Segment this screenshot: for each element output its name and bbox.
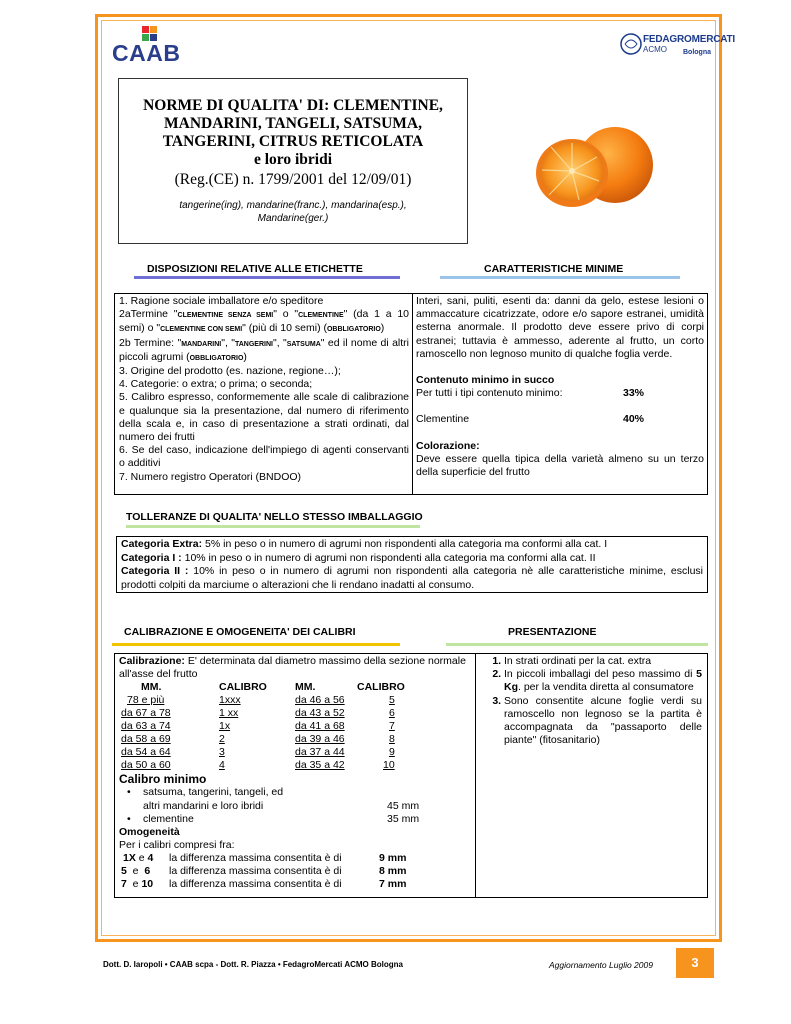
presentation-list bbox=[482, 655, 702, 747]
row-5-calibro-1: 3 bbox=[219, 746, 225, 759]
homogeneity-row-1-sep: e bbox=[135, 852, 148, 865]
presentation-item-3: Sono consentite alcune foglie verdi su ramoscello non legnoso se la partita è accompagnata da "passaporto delle piante" (fitosanitario) bbox=[504, 694, 702, 747]
label-item-5: 5. Calibro espresso, conformemente alle scale di calibrazione e qualunque sia la presentazione, dal numero di riferimento della scala e, in caso di presentazione a strati ordinati, dal numero dei frutti bbox=[119, 391, 409, 444]
calibration-heading: CALIBRAZIONE E OMOGENEITA' DEI CALIBRI bbox=[124, 626, 356, 638]
calibration-presentation-table bbox=[114, 653, 708, 898]
label-item-2a-text: ) bbox=[380, 322, 385, 335]
caab-logo-text: CAAB bbox=[112, 40, 181, 66]
tolerance-extra-label: Categoria Extra: bbox=[121, 538, 203, 550]
homogeneity-row-3-sep: e bbox=[126, 878, 142, 891]
tolerance-cat-1-text: 10% in peso o in numero di agrumi non rispondenti alla categoria ma conformi alla cat. II bbox=[181, 551, 596, 564]
calibration-label: Calibrazione: bbox=[119, 655, 185, 667]
calibration-heading-bar bbox=[112, 643, 400, 646]
orange-image bbox=[527, 115, 657, 215]
row-3-mm-2: da 41 a 68 bbox=[295, 720, 345, 733]
tolerance-box bbox=[116, 536, 708, 593]
row-4-calibro-2: 8 bbox=[389, 733, 395, 746]
title-names-line-2: Mandarine(ger.) bbox=[257, 213, 329, 224]
label-item-2a-text: " o " bbox=[273, 308, 299, 321]
tolerance-cat-1-label: Categoria I : bbox=[121, 551, 182, 564]
label-item-2a-text: " (da 1 a 10 semi) o " bbox=[119, 308, 409, 335]
title-line-3: TANGERINI, CITRUS RETICOLATA bbox=[162, 133, 424, 150]
juice-all-row bbox=[416, 387, 704, 400]
minimum-heading: CARATTERISTICHE MINIME bbox=[484, 263, 624, 275]
minimum-cell bbox=[413, 294, 708, 494]
homogeneity-row-3-value: 7 mm bbox=[379, 878, 407, 891]
homogeneity-row-2-sep: e bbox=[126, 865, 145, 878]
juice-clementine-label: Clementine bbox=[416, 413, 470, 426]
title-line-4: e loro ibridi bbox=[253, 151, 333, 168]
label-item-3: 3. Origine del prodotto (es. nazione, regione…); bbox=[119, 365, 341, 378]
labels-heading: DISPOSIZIONI RELATIVE ALLE ETICHETTE bbox=[147, 263, 363, 275]
bullet-icon: • bbox=[127, 812, 131, 825]
homogeneity-row-1-value: 9 mm bbox=[379, 852, 407, 865]
row-6-calibro-2: 10 bbox=[383, 759, 395, 772]
presentation-item-2-weight: 5 Kg bbox=[504, 668, 702, 694]
label-item-2b-term-2: TANGERINI bbox=[234, 340, 273, 348]
list-item bbox=[504, 655, 702, 668]
label-item-2b-text: ", " bbox=[272, 336, 287, 349]
label-item-4: 4. Categorie: o extra; o prima; o seconda; bbox=[119, 378, 313, 391]
homogeneity-row-2 bbox=[119, 865, 471, 878]
homogeneity-heading: Omogeneità bbox=[119, 826, 180, 839]
juice-all-label: Per tutti i tipi contenuto minimo: bbox=[416, 387, 563, 400]
header-calibro-1: CALIBRO bbox=[219, 681, 267, 694]
title-box bbox=[118, 78, 468, 244]
labels-heading-bar bbox=[134, 276, 400, 279]
label-item-2b-text: ", " bbox=[221, 336, 235, 349]
label-item-6: 6. Se del caso, indicazione dell'impiego di agenti conservanti o additivi bbox=[119, 444, 409, 470]
row-2-mm-2: da 43 a 52 bbox=[295, 707, 345, 720]
label-item-2a bbox=[119, 308, 409, 336]
tolerance-cat-1 bbox=[121, 552, 703, 566]
min-caliber-item-1-line-2: altri mandarini e loro ibridi bbox=[143, 799, 264, 812]
homogeneity-row-2-a: 5 bbox=[121, 865, 127, 878]
table-row bbox=[121, 694, 407, 707]
tolerance-cat-2-text: 10% in peso o in numero di agrumi non rispondenti alla categoria nè alle caratteristiche minime, esclusi prodotti colpiti da marciume o alterazioni che li rendano inadatti al consumo. bbox=[121, 565, 703, 591]
tolerance-heading: TOLLERANZE DI QUALITA' NELLO STESSO IMBALLAGGIO bbox=[126, 511, 423, 523]
label-item-2b-text: ) bbox=[243, 350, 247, 363]
label-item-7: 7. Numero registro Operatori (BNDOO) bbox=[119, 470, 302, 483]
homogeneity-row-2-value: 8 mm bbox=[379, 865, 407, 878]
homogeneity-row-1-text: la differenza massima consentita è di bbox=[169, 852, 342, 865]
presentation-cell bbox=[476, 654, 708, 897]
table-row bbox=[121, 720, 407, 733]
min-caliber-item-2-label: clementine bbox=[143, 812, 194, 825]
header-mm-1: MM. bbox=[141, 681, 162, 694]
presentation-heading-bar bbox=[446, 643, 708, 646]
homogeneity-row-3-text: la differenza massima consentita è di bbox=[169, 878, 342, 891]
homogeneity-row-3-b: 10 bbox=[141, 878, 154, 891]
table-row bbox=[121, 733, 407, 746]
row-5-mm-1: da 54 a 64 bbox=[121, 746, 171, 759]
fedagromercati-city: Bologna bbox=[683, 49, 711, 56]
label-item-2a-term-1: CLEMENTINE SENZA SEMI bbox=[177, 312, 274, 320]
footer-authors: Dott. D. Iaropoli • CAAB scpa - Dott. R. Piazza • FedagroMercati ACMO Bologna bbox=[103, 960, 403, 969]
homogeneity-row-3-a: 7 bbox=[121, 878, 127, 891]
min-caliber-item-1-row bbox=[143, 800, 471, 813]
tolerance-extra bbox=[121, 538, 703, 552]
row-1-mm-2: da 46 a 56 bbox=[295, 694, 345, 707]
table-row bbox=[121, 707, 407, 720]
row-5-mm-2: da 37 a 44 bbox=[295, 746, 345, 759]
table-row bbox=[121, 746, 407, 759]
row-2-mm-1: da 67 a 78 bbox=[121, 707, 171, 720]
row-2-calibro-1: 1 xx bbox=[219, 707, 239, 720]
row-4-calibro-1: 2 bbox=[219, 733, 225, 746]
row-3-calibro-1: 1x bbox=[219, 720, 231, 733]
label-item-2b-term-3: SATSUMA bbox=[286, 340, 321, 348]
row-2-calibro-2: 6 bbox=[389, 707, 395, 720]
title-line-1: NORME DI QUALITA' DI: CLEMENTINE, bbox=[143, 97, 443, 114]
table-row bbox=[121, 759, 407, 772]
juice-heading: Contenuto minimo in succo bbox=[416, 374, 555, 387]
list-item bbox=[504, 695, 702, 748]
presentation-item-2-post: . per la vendita diretta al consumatore bbox=[518, 681, 694, 694]
labels-minimum-table bbox=[114, 293, 708, 495]
label-item-2b-mandatory: OBBLIGATORIO bbox=[189, 354, 244, 362]
list-item bbox=[504, 668, 702, 694]
homogeneity-row-1 bbox=[119, 852, 471, 865]
calibration-text: E' determinata dal diametro massimo della sezione normale all'asse del frutto bbox=[119, 655, 466, 681]
minimum-intro: Interi, sani, puliti, esenti da: danni da gelo, estese lesioni o ammaccature cicatrizzate, odore e/o sapore estranei, umidità esterna anormale. Il prodotto deve essere privo di corpi estranei; tuttavia è ammesso, aderente al frutto, un corto ramoscello non legnoso munito di qualche foglia verde. bbox=[416, 295, 704, 360]
presentation-item-1: In strati ordinati per la cat. extra bbox=[504, 655, 652, 667]
presentation-item-2 bbox=[504, 668, 702, 693]
tolerance-cat-2-label: Categoria II : bbox=[121, 565, 189, 577]
label-item-2b-text: " ed il nome di altri piccoli agrumi ( bbox=[119, 336, 409, 363]
labels-cell bbox=[115, 294, 412, 494]
row-5-calibro-2: 9 bbox=[389, 746, 395, 759]
juice-clementine-row bbox=[416, 413, 704, 426]
fedagromercati-sub: ACMO bbox=[643, 45, 667, 54]
label-item-1: 1. Ragione sociale imballatore e/o speditore bbox=[119, 295, 324, 307]
label-item-2a-term-3: CLEMENTINE CON SEMI bbox=[160, 326, 243, 334]
row-3-mm-1: da 63 a 74 bbox=[121, 720, 171, 733]
homogeneity-intro: Per i calibri compresi fra: bbox=[119, 839, 235, 852]
tolerance-extra-text: 5% in peso o in numero di agrumi non rispondenti alla categoria ma conformi alla cat. I bbox=[202, 538, 608, 550]
presentation-heading: PRESENTAZIONE bbox=[508, 626, 597, 638]
min-caliber-item-1-line-1: satsuma, tangerini, tangeli, ed bbox=[143, 786, 284, 799]
homogeneity-row-2-text: la differenza massima consentita è di bbox=[169, 865, 342, 878]
row-3-calibro-2: 7 bbox=[389, 720, 395, 733]
row-1-calibro-1: 1xxx bbox=[219, 694, 241, 707]
min-caliber-item-1 bbox=[119, 786, 471, 812]
title-regulation: (Reg.(CE) n. 1799/2001 del 12/09/01) bbox=[174, 171, 412, 188]
homogeneity-row-1-a: 1X bbox=[123, 852, 136, 865]
fedagromercati-name: FEDAGROMERCATI bbox=[643, 34, 736, 45]
presentation-item-2-pre: In piccoli imballagi del peso massimo di bbox=[504, 668, 697, 681]
color-text: Deve essere quella tipica della varietà almeno su un terzo della superficie del frutto bbox=[416, 452, 704, 479]
footer-update: Aggiornamento Luglio 2009 bbox=[549, 960, 653, 970]
calibration-cell bbox=[115, 654, 475, 897]
tolerance-cat-2 bbox=[121, 565, 703, 592]
min-caliber-item-2 bbox=[119, 813, 471, 826]
row-1-calibro-2: 5 bbox=[389, 694, 395, 707]
bullet-icon: • bbox=[127, 786, 131, 799]
calibration-definition bbox=[119, 655, 471, 681]
title-names bbox=[119, 199, 467, 225]
calibration-scale bbox=[121, 681, 407, 772]
label-item-2b-term-1: MANDARINI bbox=[181, 340, 222, 348]
row-6-mm-1: da 50 a 60 bbox=[121, 759, 171, 772]
min-caliber-heading: Calibro minimo bbox=[119, 772, 207, 787]
row-4-mm-2: da 39 a 46 bbox=[295, 733, 345, 746]
row-6-calibro-1: 4 bbox=[219, 759, 225, 772]
header-mm-2: MM. bbox=[295, 681, 316, 694]
row-6-mm-2: da 35 a 42 bbox=[295, 759, 345, 772]
homogeneity-row-1-b: 4 bbox=[147, 852, 154, 865]
homogeneity-row-3 bbox=[119, 878, 471, 891]
label-item-2b-text: 2b Termine: " bbox=[119, 336, 182, 349]
label-item-2a-term-2: CLEMENTINE bbox=[298, 312, 344, 320]
juice-clementine-value: 40% bbox=[623, 413, 645, 426]
minimum-heading-bar bbox=[440, 276, 680, 279]
min-caliber-item-1-value: 45 mm bbox=[387, 799, 420, 812]
min-caliber-item-2-value: 35 mm bbox=[387, 812, 420, 825]
page-number: 3 bbox=[676, 948, 714, 978]
juice-all-value: 33% bbox=[623, 387, 645, 400]
row-1-mm-1: 78 e più bbox=[127, 694, 165, 707]
color-heading: Colorazione: bbox=[416, 439, 480, 452]
row-4-mm-1: da 58 a 69 bbox=[121, 733, 171, 746]
homogeneity-row-2-b: 6 bbox=[144, 865, 151, 878]
label-item-2a-text: 2aTermine " bbox=[119, 308, 178, 321]
title-names-line-1: tangerine(ing), mandarine(franc.), mandarina(esp.), bbox=[179, 200, 407, 211]
header-calibro-2: CALIBRO bbox=[357, 681, 405, 694]
tolerance-heading-bar bbox=[126, 525, 420, 528]
label-item-2a-text: " (più di 10 semi) ( bbox=[242, 322, 327, 335]
label-item-2a-mandatory: OBBLIGATORIO bbox=[326, 326, 381, 334]
label-item-2b bbox=[119, 337, 409, 365]
calibration-header-row bbox=[121, 681, 407, 694]
title-line-2: MANDARINI, TANGELI, SATSUMA, bbox=[164, 115, 422, 132]
